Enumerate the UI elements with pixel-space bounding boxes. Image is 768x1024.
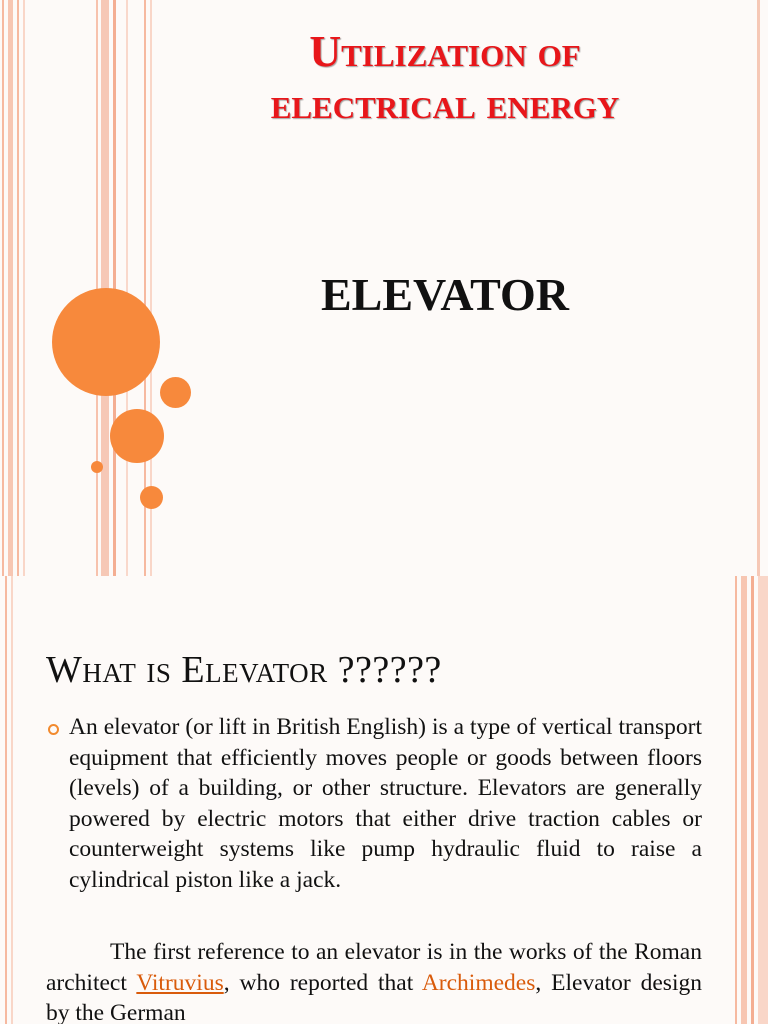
decor-circle-tiny — [91, 461, 103, 473]
paragraph-text: The first reference to an elevator is in the works of the Roman architect — [46, 939, 702, 996]
bullet-circle-icon — [48, 724, 59, 735]
decor-stripe — [23, 0, 25, 576]
decor-stripe — [735, 576, 737, 1024]
decor-circle-medium — [110, 409, 164, 463]
decor-stripe — [751, 576, 754, 1024]
vitruvius-link[interactable]: Vitruvius — [136, 969, 224, 996]
decor-stripe — [11, 576, 13, 1024]
decor-circle-small — [160, 377, 191, 408]
title-line-1: Utilization of — [309, 27, 581, 76]
decor-stripe — [2, 0, 4, 576]
decor-circle-large — [52, 288, 160, 396]
decor-stripe — [758, 576, 768, 1024]
title-line-2: electrical energy — [270, 79, 620, 128]
decor-circle-small — [140, 486, 163, 509]
slide-subtitle: ELEVATOR — [321, 269, 569, 320]
decor-stripe — [126, 0, 128, 576]
decor-stripe — [757, 0, 760, 576]
decor-stripe — [5, 576, 7, 1024]
body-paragraph — [46, 937, 702, 1024]
decor-stripe — [17, 0, 19, 576]
decor-stripe — [8, 0, 13, 576]
slide-heading: What is Elevator ?????? — [46, 649, 442, 691]
slide-title — [150, 26, 740, 130]
bullet-paragraph: An elevator (or lift in British English) is a type of vertical transport equipment that efficiently moves people or goods between floors (levels) of a building, or other structure. Elevators are generally powered by electric motors that either drive traction cables or counterweight systems like pump hydraulic fluid to raise a cylindrical piston like a jack. — [69, 714, 702, 893]
decor-stripe — [741, 576, 747, 1024]
content-slide — [0, 576, 768, 1024]
archimedes-link[interactable]: Archimedes — [421, 969, 536, 996]
paragraph-text: , Elevator design by the German — [46, 969, 702, 1024]
paragraph-text: , who reported that — [223, 969, 422, 996]
